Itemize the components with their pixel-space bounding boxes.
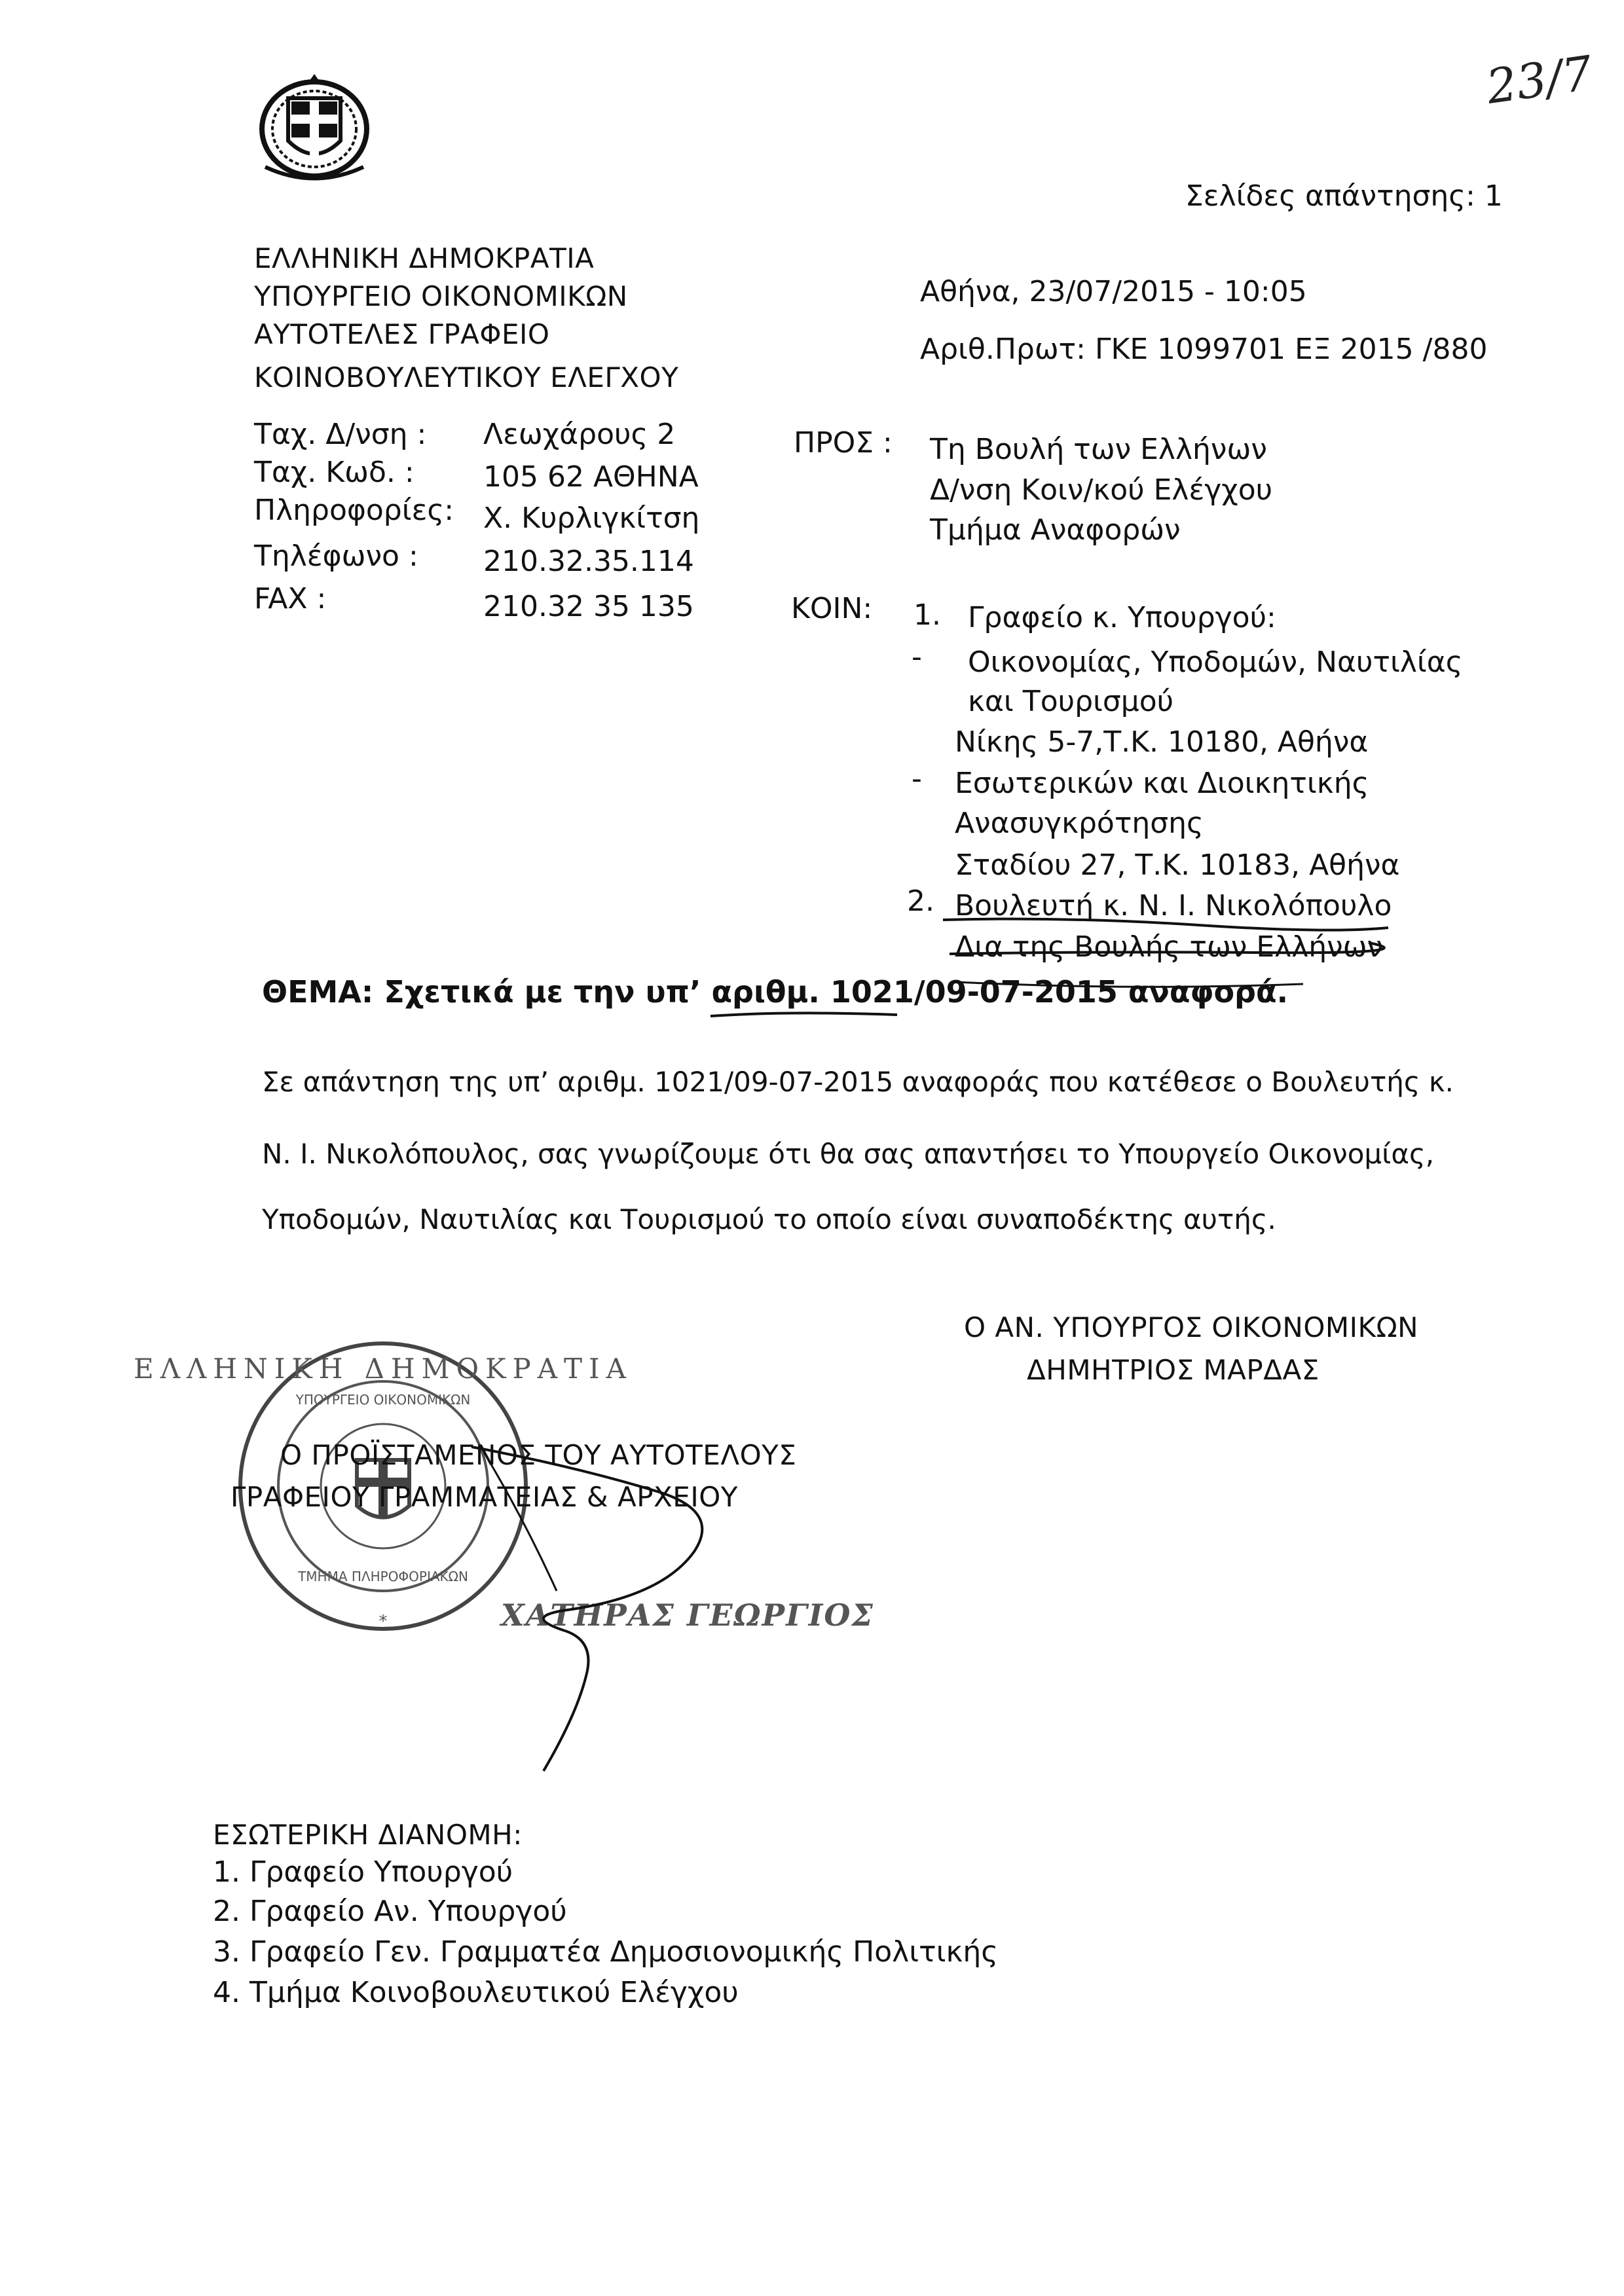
handwritten-signature [445,1440,733,1781]
contact-label: Ταχ. Δ/νση : [254,418,427,451]
koin-item-1: Γραφείο κ. Υπουργού: [968,601,1276,634]
koin-sub-1a: Οικονομίας, Υποδομών, Ναυτιλίας [968,646,1463,679]
contact-value: 210.32 35 135 [483,590,694,623]
issuer-line-1: ΕΛΛΗΝΙΚΗ ΔΗΜΟΚΡΑΤΙΑ [254,242,595,274]
pros-label: ΠΡΟΣ : [794,426,893,460]
pages-reply-label: Σελίδες απάντησης: 1 [1185,179,1503,213]
body-line-1: Σε απάντηση της υπ’ αριθμ. 1021/09-07-2015 αναφοράς που κατέθεσε ο Βουλευτής κ. [262,1066,1454,1098]
koin-item-2a: Βουλευτή κ. Ν. Ι. Νικολόπουλο [955,889,1392,922]
subject-line: ΘΕΜΑ: Σχετικά με την υπ’ αριθμ. 1021/09-07-2015 αναφορά. [262,974,1289,1010]
contact-value: 210.32.35.114 [483,545,694,578]
koin-sub-2b: Ανασυγκρότησης [955,807,1204,840]
stamp-outer-text: ΕΛΛΗΝΙΚΗ ΔΗΜΟΚΡΑΤΙΑ [134,1353,633,1385]
distribution-title: ΕΣΩΤΕΡΙΚΗ ΔΙΑΝΟΜΗ: [213,1819,523,1851]
contact-value: Χ. Κυρλιγκίτση [483,501,700,535]
contact-value: Λεωχάρους 2 [483,418,676,451]
contact-label: Πληροφορίες: [254,494,454,527]
body-line-3: Υποδομών, Ναυτιλίας και Τουρισμού το οποίο είναι συναποδέκτης αυτής. [262,1203,1276,1235]
body-line-2: Ν. Ι. Νικολόπουλος, σας γνωρίζουμε ότι θα σας απαντήσει το Υπουργείο Οικονομίας, [262,1138,1435,1170]
stamp-lower-text: ΤΜΗΜΑ ΠΛΗΡΟΦΟΡΙΑΚΩΝ [298,1569,468,1584]
handwritten-date-note: 23/7 [1483,45,1596,115]
protocol-number: Αριθ.Πρωτ: ΓΚΕ 1099701 ΕΞ 2015 /880 [920,333,1488,366]
date-line: Αθήνα, 23/07/2015 - 10:05 [920,275,1307,308]
pros-line-2: Δ/νση Κοιν/κού Ελέγχου [930,473,1273,507]
certifier-name-stamp: ΧΑΤΗΡΑΣ ΓΕΩΡΓΙΟΣ [501,1597,874,1633]
signatory-name: ΔΗΜΗΤΡΙΟΣ ΜΑΡΔΑΣ [1027,1354,1320,1386]
koin-item-2b: Δια της Βουλής των Ελλήνων [955,930,1384,964]
koin-item-number: 2. [907,884,934,918]
contact-label: Τηλέφωνο : [254,539,418,573]
koin-item-number: 1. [913,598,941,632]
contact-label: Ταχ. Κωδ. : [254,456,415,489]
certifier-line-1: Ο ΠΡΟΪΣΤΑΜΕΝΟΣ ΤΟΥ ΑΥΤΟΤΕΛΟΥΣ [280,1439,797,1471]
subject-underline [707,1008,904,1021]
distribution-item: 4. Τμήμα Κοινοβουλευτικού Ελέγχου [213,1976,739,2009]
issuer-line-2: ΥΠΟΥΡΓΕΙΟ ΟΙΚΟΝΟΜΙΚΩΝ [254,280,628,312]
contact-label: FAX : [254,582,327,615]
stamp-inner-text: ΥΠΟΥΡΓΕΙΟ ΟΙΚΟΝΟΜΙΚΩΝ [295,1392,471,1408]
pros-line-1: Τη Βουλή των Ελλήνων [930,433,1267,466]
contact-value: 105 62 ΑΘΗΝΑ [483,460,699,494]
koin-dash: - [912,762,922,795]
koin-label: ΚΟΙΝ: [791,592,873,625]
koin-sub-2c: Σταδίου 27, Τ.Κ. 10183, Αθήνα [955,848,1400,882]
issuer-line-4: ΚΟΙΝΟΒΟΥΛΕΥΤΙΚΟΥ ΕΛΕΓΧΟΥ [254,361,679,393]
distribution-item: 2. Γραφείο Αν. Υπουργού [213,1895,567,1928]
svg-text:*: * [378,1612,388,1631]
certifier-line-2: ΓΡΑΦΕΙΟΥ ΓΡΑΜΜΑΤΕΙΑΣ & ΑΡΧΕΙΟΥ [231,1481,738,1513]
koin-sub-2a: Εσωτερικών και Διοικητικής [955,767,1369,800]
koin-sub-1c: Νίκης 5-7,Τ.Κ. 10180, Αθήνα [955,725,1369,759]
signatory-title: Ο ΑΝ. ΥΠΟΥΡΓΟΣ ΟΙΚΟΝΟΜΙΚΩΝ [964,1311,1419,1343]
pros-line-3: Τμήμα Αναφορών [930,513,1181,547]
distribution-item: 3. Γραφείο Γεν. Γραμματέα Δημοσιονομικής Πολιτικής [213,1935,999,1969]
issuer-line-3: ΑΥΤΟΤΕΛΕΣ ΓΡΑΦΕΙΟ [254,318,550,350]
distribution-item: 1. Γραφείο Υπουργού [213,1855,513,1889]
koin-sub-1b: και Τουρισμού [968,685,1174,718]
coat-of-arms-emblem [252,69,377,183]
koin-dash: - [912,640,922,674]
